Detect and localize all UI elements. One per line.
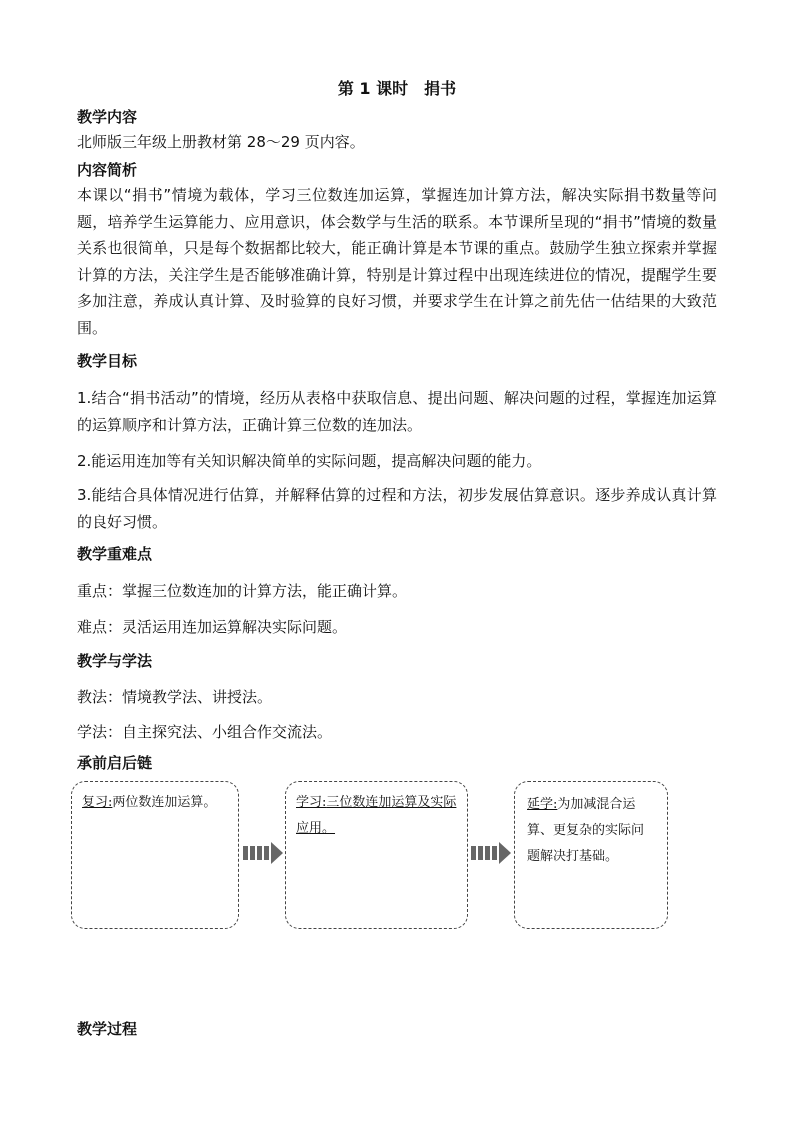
content-brief-text: 本课以“捐书”情境为载体，学习三位数连加运算，掌握连加计算方法，解决实际捐书数量等问题，培养学生运算能力、应用意识，体会数学与生活的联系。本节课所呈现的“捐书”情境的数量关系也很简单，只是每个数据都比较大，能正确计算是本节课的重点。鼓励学生独立探索并掌握计算的方法，关注学生是否能够准确计算，特别是计算过程中出现连续进位的情况，提醒学生要多加注意，养成认真计算、及时验算的良好习惯，并要求学生在计算之前先估一估结果的大致范围。 — [77, 186, 717, 337]
arrow-right-icon — [243, 842, 287, 864]
learning-method: 学法：自主探究法、小组合作交流法。 — [77, 723, 333, 741]
methods-heading: 教学与学法 — [77, 652, 153, 670]
goal-1: 1.结合“捐书活动”的情境，经历从表格中获取信息、提出问题、解决问题的过程，掌握连加运算的运算顺序和计算方法，正确计算三位数的连加法。 — [77, 389, 717, 434]
study-label: 学习: — [296, 795, 327, 810]
arrow-right-icon — [471, 842, 515, 864]
difficulty-point: 难点：灵活运用连加运算解决实际问题。 — [77, 618, 348, 636]
chain-heading: 承前启后链 — [77, 754, 153, 772]
key-points-heading: 教学重难点 — [77, 545, 153, 563]
study-box — [285, 781, 468, 929]
teaching-content-heading: 教学内容 — [77, 108, 138, 126]
lesson-title: 第 1 课时 捐书 — [337, 79, 457, 98]
goal-2: 2.能运用连加等有关知识解决简单的实际问题，提高解决问题的能力。 — [77, 452, 542, 470]
goal-3: 3.能结合具体情况进行估算，并解释估算的过程和方法，初步发展估算意识。逐步养成认真计算的良好习惯。 — [77, 486, 717, 531]
teaching-process-heading: 教学过程 — [77, 1020, 138, 1038]
extend-box — [514, 781, 668, 929]
key-point: 重点：掌握三位数连加的计算方法，能正确计算。 — [77, 582, 408, 600]
extend-text: 为加减混合运算、更复杂的实际问题解决打基础。 — [527, 797, 645, 864]
teaching-method: 教法：情境教学法、讲授法。 — [77, 688, 273, 706]
teaching-content-text: 北师版三年级上册教材第 28～29 页内容。 — [77, 133, 365, 151]
content-brief-heading: 内容简析 — [77, 161, 138, 179]
teaching-goals-heading: 教学目标 — [77, 352, 138, 370]
review-box — [71, 781, 239, 929]
review-text: 两位数连加运算。 — [112, 795, 217, 810]
extend-label: 延学: — [527, 797, 558, 812]
study-text: 三位数连加运算及实际应用。 — [296, 795, 457, 836]
review-label: 复习: — [82, 795, 113, 810]
